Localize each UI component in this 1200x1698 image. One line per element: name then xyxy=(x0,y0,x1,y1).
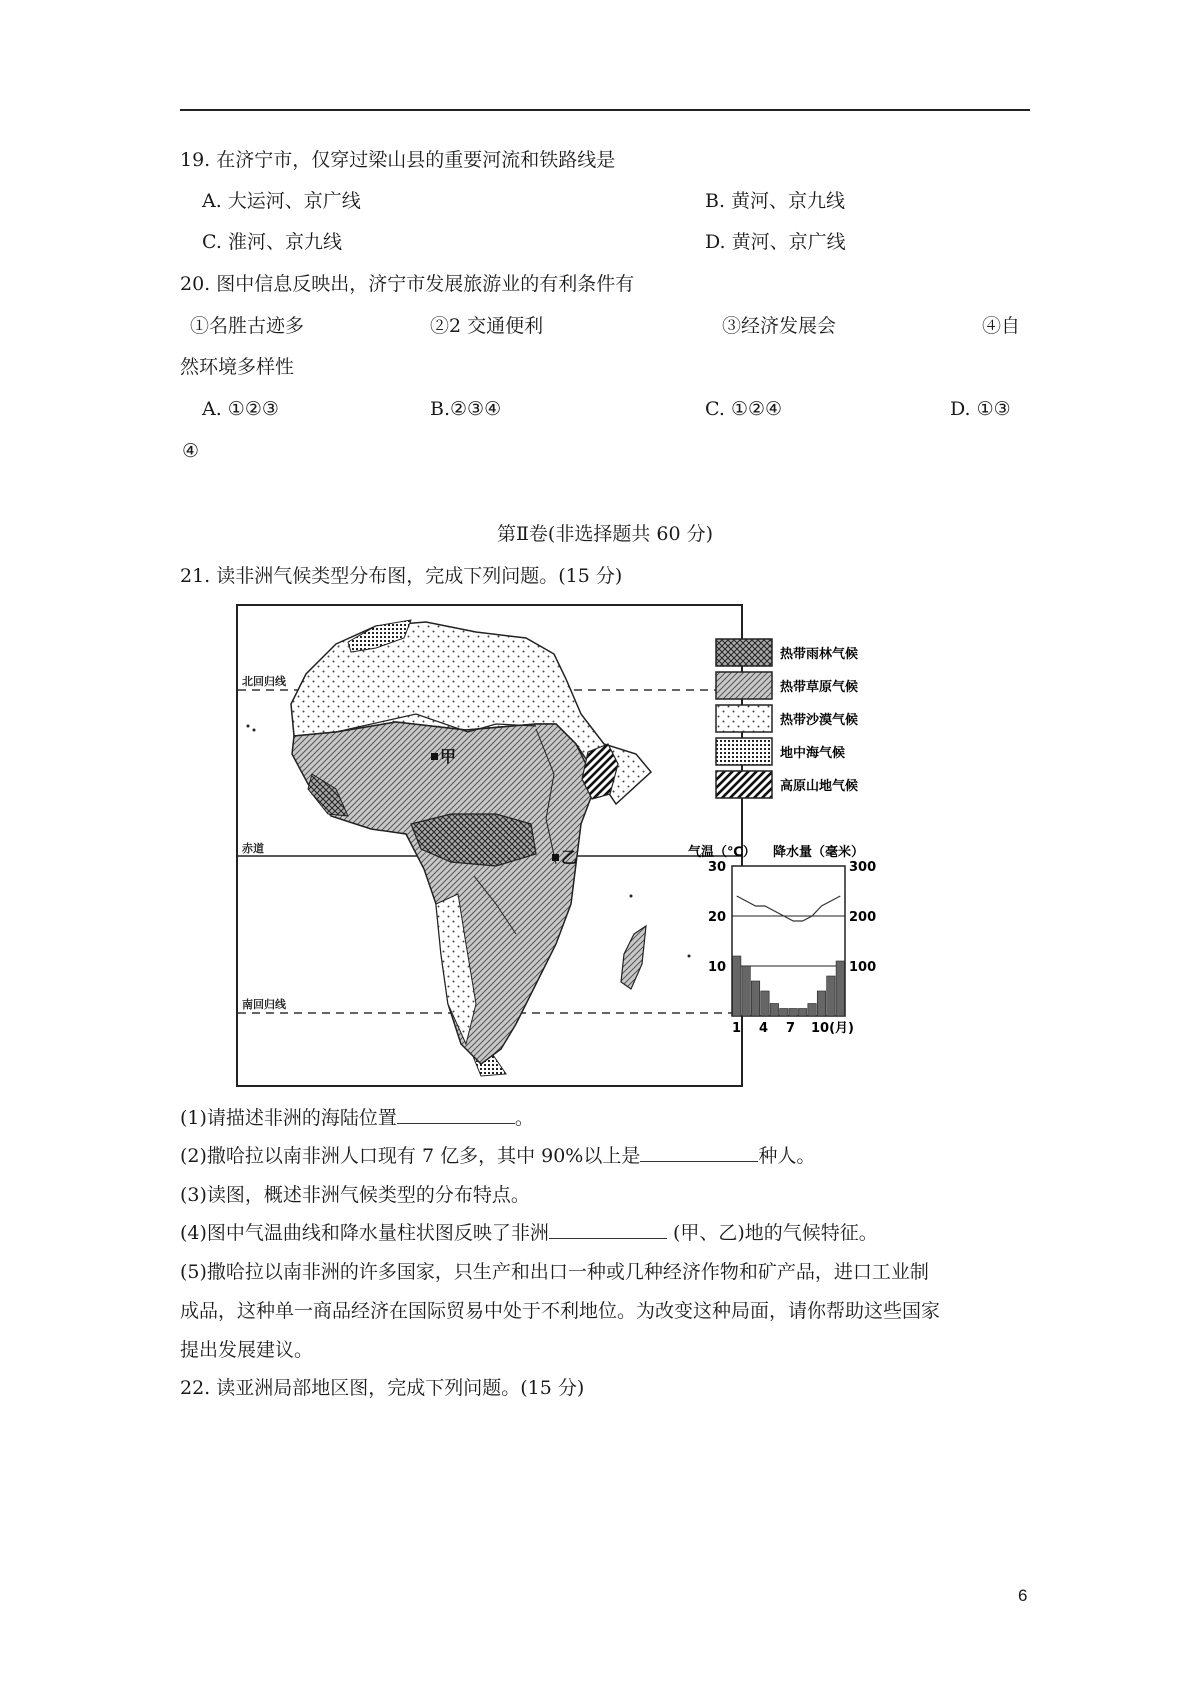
header-rule xyxy=(180,109,1030,111)
q21-part4 xyxy=(180,1220,878,1246)
answer-blank-4[interactable] xyxy=(549,1220,667,1239)
section-title: 第Ⅱ卷(非选择题共 60 分) xyxy=(497,523,713,545)
precip-bar-7 xyxy=(789,1009,797,1017)
q21-part2 xyxy=(180,1143,815,1169)
q21-part2-text: (2)撒哈拉以南非洲人口现有 7 亿多，其中 90%以上是 xyxy=(180,1145,641,1167)
x-tick-7: 7 xyxy=(786,1021,796,1036)
precip-bar-8 xyxy=(798,1009,806,1017)
q20-item-2: ②2 交通便利 xyxy=(430,315,544,337)
precip-bar-2 xyxy=(742,966,750,1016)
equator-label: 赤道 xyxy=(242,842,264,855)
right-tick-100: 100 xyxy=(849,960,877,975)
precip-bar-4 xyxy=(761,991,769,1016)
precip-axis-label: 降水量（毫米） xyxy=(773,845,865,860)
q20-item-1: ①名胜古迹多 xyxy=(190,315,305,337)
q21-part5-line2: 成品，这种单一商品经济在国际贸易中处于不利地位。为改变这种局面，请你帮助这些国家 xyxy=(180,1300,941,1322)
precip-bar-10 xyxy=(817,991,825,1016)
legend-label-savanna: 热带草原气候 xyxy=(780,680,859,695)
legend-swatch-desert xyxy=(716,705,772,732)
q21-part1-end: 。 xyxy=(514,1107,534,1129)
right-tick-300: 300 xyxy=(849,860,877,875)
legend xyxy=(716,639,858,798)
q21-part1-text: (1)请描述非洲的海陆位置 xyxy=(180,1107,397,1129)
q20-stem: 20. 图中信息反映出，济宁市发展旅游业的有利条件有 xyxy=(180,273,635,295)
legend-swatch-highland xyxy=(716,771,772,798)
q20-option-a: A. ①②③ xyxy=(202,398,279,420)
q20-item-4-end: 然环境多样性 xyxy=(180,356,295,378)
q20-option-c: C. ①②④ xyxy=(705,398,783,420)
q20-item-4-start: ④自 xyxy=(982,315,1021,337)
q21-part2-end: 种人。 xyxy=(758,1145,816,1167)
q20-item-3: ③经济发展会 xyxy=(722,315,837,337)
q20-option-d-end: ④ xyxy=(182,440,200,462)
q21-part3: (3)读图，概述非洲气候类型的分布特点。 xyxy=(180,1184,530,1206)
precip-bar-5 xyxy=(770,1004,778,1017)
q22-stem: 22. 读亚洲局部地区图，完成下列问题。(15 分) xyxy=(180,1377,585,1399)
africa-climate-figure xyxy=(236,604,877,1087)
legend-label-rainforest: 热带雨林气候 xyxy=(780,647,859,662)
right-tick-200: 200 xyxy=(849,910,877,925)
left-tick-10: 10 xyxy=(708,960,727,975)
precip-bar-12 xyxy=(836,961,844,1016)
legend-label-highland: 高原山地气候 xyxy=(780,779,859,794)
legend-swatch-mediterranean xyxy=(716,738,772,765)
precip-bar-1 xyxy=(733,956,741,1016)
q19-option-b: B. 黄河、京九线 xyxy=(705,190,846,212)
q19-option-a: A. 大运河、京广线 xyxy=(202,190,361,212)
legend-swatch-rainforest xyxy=(716,639,772,666)
x-tick-4: 4 xyxy=(759,1021,769,1036)
place-yi-marker xyxy=(552,854,559,861)
left-tick-30: 30 xyxy=(708,860,727,875)
answer-blank-1[interactable] xyxy=(397,1105,515,1124)
precip-bar-3 xyxy=(751,981,759,1016)
q21-part4-text: (4)图中气温曲线和降水量柱状图反映了非洲 xyxy=(180,1222,549,1244)
legend-label-desert: 热带沙漠气候 xyxy=(780,713,859,728)
q21-part5-line1: (5)撒哈拉以南非洲的许多国家，只生产和出口一种或几种经济作物和矿产品，进口工业制 xyxy=(180,1261,929,1283)
q21-part4-end: (甲、乙)地的气候特征。 xyxy=(666,1222,878,1244)
place-yi-label: 乙 xyxy=(561,848,578,867)
precip-bar-6 xyxy=(780,1009,788,1017)
q20-option-b: B.②③④ xyxy=(430,398,502,420)
precip-bar-9 xyxy=(808,1004,816,1017)
place-jia-marker xyxy=(431,753,438,760)
q21-part1 xyxy=(180,1105,534,1131)
q19-option-c: C. 淮河、京九线 xyxy=(202,231,342,253)
answer-blank-2[interactable] xyxy=(640,1143,758,1162)
q21-stem: 21. 读非洲气候类型分布图，完成下列问题。(15 分) xyxy=(180,565,623,587)
x-tick-1: 1 xyxy=(732,1021,742,1036)
temp-axis-label: 气温（℃） xyxy=(688,845,756,860)
q21-part5-line3: 提出发展建议。 xyxy=(180,1339,314,1361)
left-tick-20: 20 xyxy=(708,910,727,925)
page-number: 6 xyxy=(1018,1586,1028,1605)
q19-option-d: D. 黄河、京广线 xyxy=(705,231,846,253)
tropic-of-capricorn-label: 南回归线 xyxy=(242,998,286,1011)
legend-swatch-savanna xyxy=(716,672,772,699)
tropic-of-cancer-label: 北回归线 xyxy=(242,675,286,688)
q20-option-d-start: D. ①③ xyxy=(950,398,1011,420)
q19-stem: 19. 在济宁市，仅穿过梁山县的重要河流和铁路线是 xyxy=(180,149,616,171)
precip-bar-11 xyxy=(827,976,835,1016)
place-jia-label: 甲 xyxy=(440,747,457,766)
x-tick-10: 10(月) xyxy=(811,1021,854,1036)
legend-label-mediterranean: 地中海气候 xyxy=(780,746,846,761)
